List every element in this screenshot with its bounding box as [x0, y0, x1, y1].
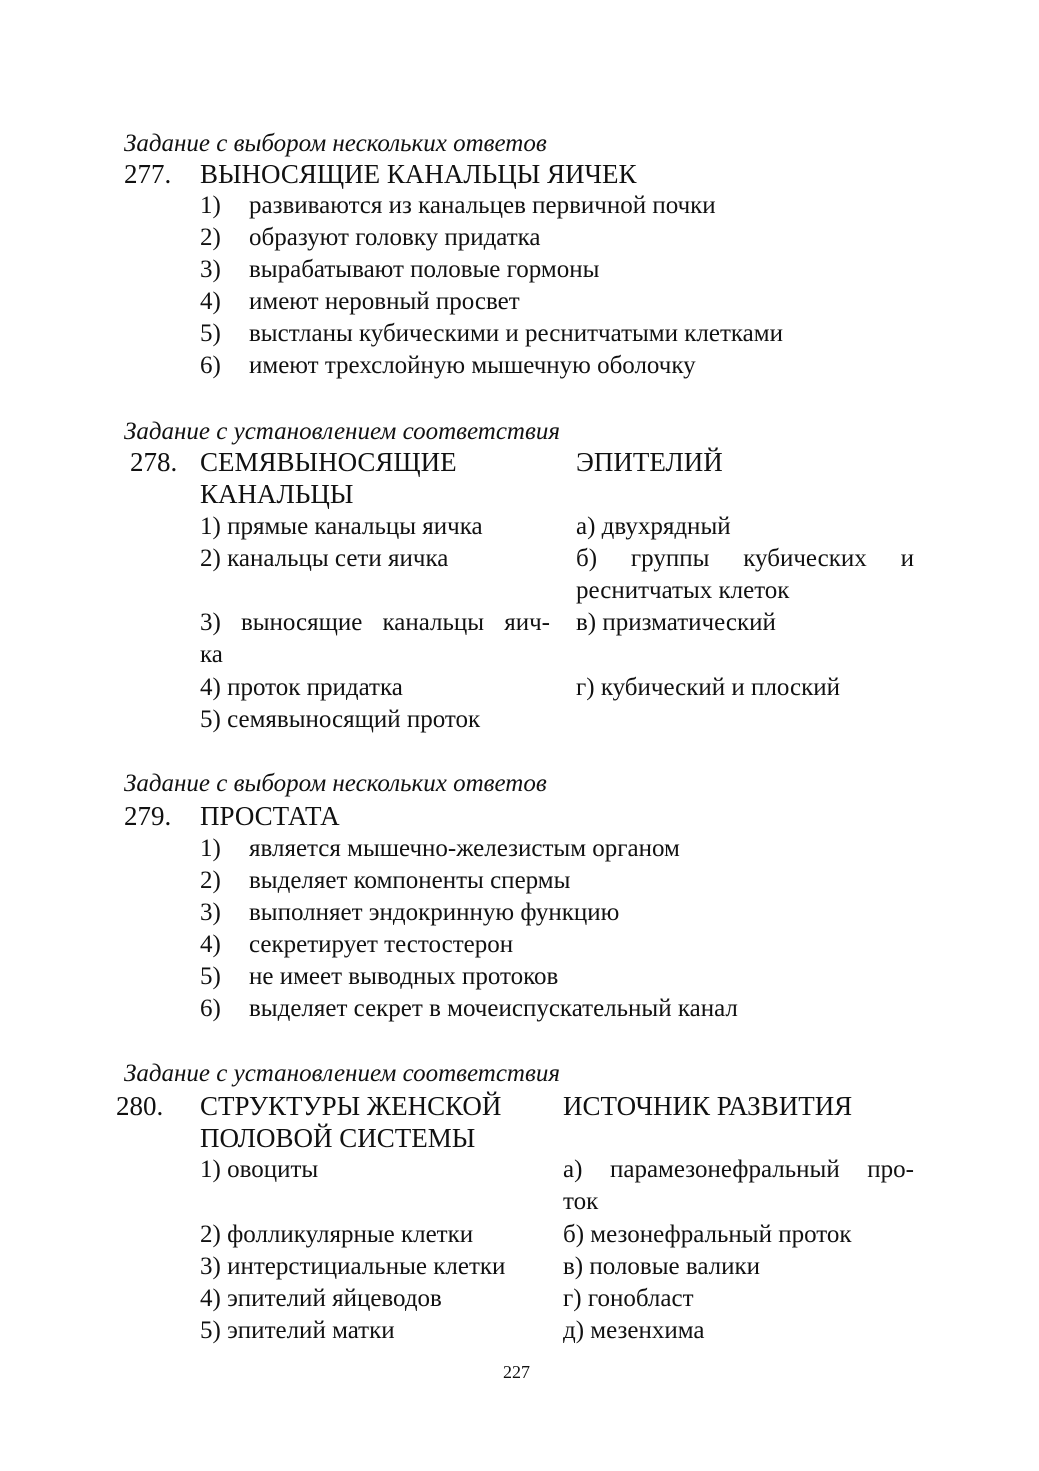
q280-left-item: 1) овоциты: [200, 1156, 319, 1183]
q279-option-text: не имеет выводных протоков: [249, 963, 559, 990]
q277-option-num: 4): [200, 288, 221, 315]
q278-left-item: 5) семявыносящий проток: [200, 706, 481, 733]
q278-left-title: СЕМЯВЫНОСЯЩИЕ: [200, 447, 457, 477]
q279-title: ПРОСТАТА: [200, 801, 340, 831]
q280-instruction: Задание с установлением соответствия: [124, 1060, 560, 1087]
q278-left-item: 4) проток придатка: [200, 674, 403, 701]
q279-option-text: выполняет эндокринную функцию: [249, 899, 620, 926]
q277-option-text: развиваются из канальцев первичной почки: [249, 192, 716, 219]
q278-left-item: 1) прямые канальцы яичка: [200, 513, 483, 540]
q280-left-item: 3) интерстициальные клетки: [200, 1253, 506, 1280]
q278-right-item: а) двухрядный: [576, 513, 731, 540]
q278-right-title: ЭПИТЕЛИЙ: [576, 447, 723, 477]
q280-left-item: 4) эпителий яйцеводов: [200, 1285, 442, 1312]
q279-option-text: является мышечно-железистым органом: [249, 835, 680, 862]
q278-right-item: б) группы кубических и: [576, 545, 914, 572]
q279-option-text: секретирует тестостерон: [249, 931, 514, 958]
q279-number: 279.: [124, 801, 172, 831]
q280-right-item: г) гонобласт: [563, 1285, 694, 1312]
q280-right-title: ИСТОЧНИК РАЗВИТИЯ: [563, 1091, 853, 1121]
q279-option-text: выделяет секрет в мочеиспускательный канал: [249, 995, 738, 1022]
q277-option-num: 3): [200, 256, 221, 283]
q277-title: ВЫНОСЯЩИЕ КАНАЛЬЦЫ ЯИЧЕК: [200, 159, 637, 189]
q278-right-item: в) призматический: [576, 609, 776, 636]
q279-option-num: 4): [200, 931, 221, 958]
q280-right-item: ток: [563, 1188, 599, 1215]
q277-number: 277.: [124, 159, 172, 189]
q277-option-num: 1): [200, 192, 221, 219]
q280-left-title: ПОЛОВОЙ СИСТЕМЫ: [200, 1123, 476, 1153]
q277-option-num: 5): [200, 320, 221, 347]
q278-right-item: г) кубический и плоский: [576, 674, 841, 701]
q278-left-item: 2) канальцы сети яичка: [200, 545, 449, 572]
q277-option-text: образуют головку придатка: [249, 224, 541, 251]
q278-left-item: ка: [200, 641, 223, 668]
q279-option-num: 2): [200, 867, 221, 894]
q278-number: 278.: [130, 447, 178, 477]
q277-option-num: 6): [200, 352, 221, 379]
q280-left-title: СТРУКТУРЫ ЖЕНСКОЙ: [200, 1091, 502, 1121]
q278-right-item: реснитчатых клеток: [576, 577, 790, 604]
q277-option-text: имеют трехслойную мышечную оболочку: [249, 352, 696, 379]
q278-left-item: 3) выносящие канальцы яич-: [200, 609, 550, 636]
q280-right-item: б) мезонефральный проток: [563, 1221, 852, 1248]
q277-option-text: имеют неровный просвет: [249, 288, 520, 315]
q280-number: 280.: [116, 1091, 164, 1121]
q279-option-text: выделяет компоненты спермы: [249, 867, 571, 894]
q279-option-num: 3): [200, 899, 221, 926]
q278-left-title: КАНАЛЬЦЫ: [200, 479, 354, 509]
q277-option-text: выстланы кубическими и реснитчатыми клетками: [249, 320, 783, 347]
q280-right-item: а) парамезонефральный про-: [563, 1156, 914, 1183]
q278-instruction: Задание с установлением соответствия: [124, 418, 560, 445]
q279-option-num: 6): [200, 995, 221, 1022]
q277-option-text: вырабатывают половые гормоны: [249, 256, 600, 283]
q279-instruction: Задание с выбором нескольких ответов: [124, 770, 547, 797]
q280-right-item: д) мезенхима: [563, 1317, 705, 1344]
q279-option-num: 1): [200, 835, 221, 862]
q279-option-num: 5): [200, 963, 221, 990]
q277-instruction: Задание с выбором нескольких ответов: [124, 130, 547, 157]
q280-left-item: 2) фолликулярные клетки: [200, 1221, 474, 1248]
q277-option-num: 2): [200, 224, 221, 251]
q280-right-item: в) половые валики: [563, 1253, 761, 1280]
page-number: 227: [503, 1362, 530, 1382]
q280-left-item: 5) эпителий матки: [200, 1317, 395, 1344]
